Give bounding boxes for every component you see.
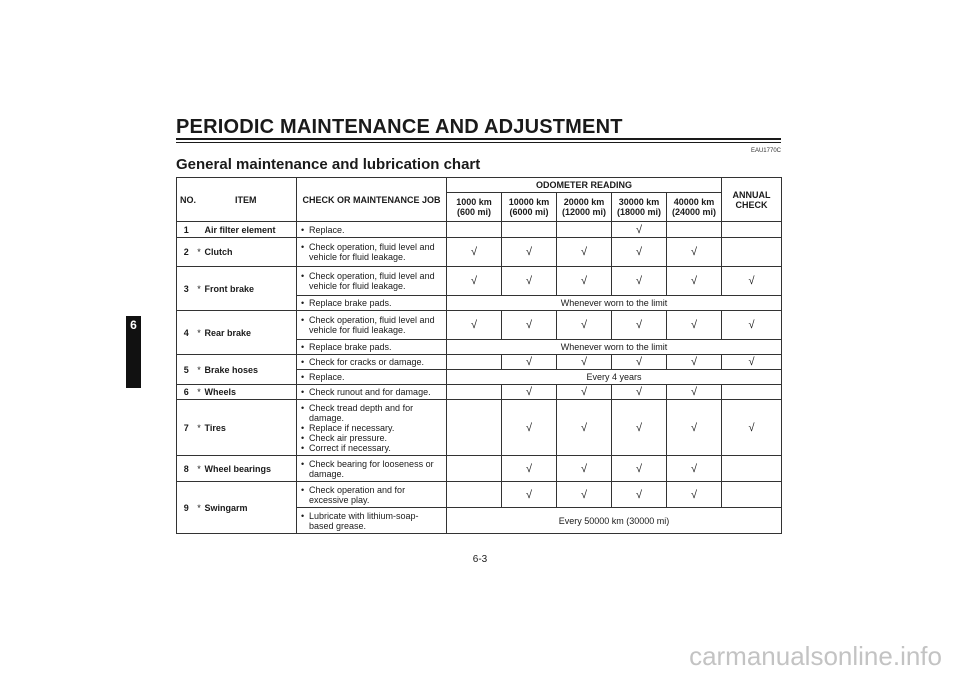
header-rule-thin (176, 142, 781, 143)
odometer-check-cell: √ (667, 456, 722, 482)
table-row (177, 222, 782, 238)
table-row (177, 311, 782, 340)
header-job: CHECK OR MAINTENANCE JOB (297, 178, 447, 222)
header-no: NO. (177, 178, 196, 222)
odometer-check-cell: √ (667, 355, 722, 370)
odometer-check-cell: √ (557, 311, 612, 340)
chapter-tab-label: 6 (130, 318, 137, 332)
odometer-check-cell: √ (612, 456, 667, 482)
odometer-check-cell: √ (612, 400, 667, 456)
table-row (177, 238, 782, 267)
odometer-check-cell (447, 385, 502, 400)
odometer-check-cell: √ (612, 267, 667, 296)
odometer-check-cell (447, 400, 502, 456)
row-job (297, 385, 447, 400)
odometer-check-cell: √ (502, 238, 557, 267)
table-row (177, 385, 782, 400)
row-number: 7 (177, 400, 196, 456)
row-job (297, 400, 447, 456)
odometer-col-3 (557, 193, 612, 222)
annual-check-cell (722, 385, 782, 400)
job-bullet: • Correct if necessary. (301, 443, 443, 453)
page-header-title: PERIODIC MAINTENANCE AND ADJUSTMENT (176, 116, 623, 138)
odometer-check-cell: √ (447, 267, 502, 296)
row-job (297, 456, 447, 482)
job-bullet: • Check operation and for excessive play. (301, 485, 443, 505)
job-bullet: • Replace. (301, 372, 443, 382)
table-row (177, 355, 782, 370)
odometer-check-cell: √ (667, 385, 722, 400)
odometer-check-cell (447, 355, 502, 370)
odometer-check-cell: √ (612, 238, 667, 267)
row-item: Brake hoses (203, 355, 297, 385)
annual-check-cell (722, 456, 782, 482)
annual-check-cell (722, 222, 782, 238)
document-code: EAU1770C (750, 148, 781, 154)
odometer-check-cell: √ (447, 238, 502, 267)
odometer-check-cell: √ (557, 238, 612, 267)
table-row (177, 267, 782, 296)
row-number: 1 (177, 222, 196, 238)
odometer-mi: (12000 mi) (561, 207, 607, 217)
odometer-check-cell (557, 222, 612, 238)
row-dealer-mark (196, 222, 203, 238)
row-item: Wheel bearings (203, 456, 297, 482)
row-dealer-mark: * (196, 385, 203, 400)
row-item: Swingarm (203, 482, 297, 534)
table-row (177, 456, 782, 482)
job-bullet: • Check operation, fluid level and vehicle for fluid leakage. (301, 242, 443, 262)
odometer-col-4 (612, 193, 667, 222)
row-job (297, 267, 447, 296)
row-item: Air filter element (203, 222, 297, 238)
job-bullet: • Check runout and for damage. (301, 387, 443, 397)
job-bullet: • Check bearing for looseness or damage. (301, 459, 443, 479)
row-job (297, 296, 447, 311)
header-rule-thick (176, 138, 781, 140)
job-bullet: • Replace brake pads. (301, 342, 443, 352)
odometer-col-1 (447, 193, 502, 222)
section-title: General maintenance and lubrication chart (176, 156, 481, 173)
row-job (297, 370, 447, 385)
row-number: 8 (177, 456, 196, 482)
odometer-check-cell: √ (447, 311, 502, 340)
job-bullet: • Check air pressure. (301, 433, 443, 443)
chapter-tab (126, 316, 141, 388)
odometer-check-cell (447, 482, 502, 508)
annual-check-cell: √ (722, 267, 782, 296)
odometer-check-cell (667, 222, 722, 238)
row-dealer-mark: * (196, 355, 203, 385)
row-dealer-mark: * (196, 482, 203, 534)
row-item: Tires (203, 400, 297, 456)
odometer-check-cell: √ (557, 355, 612, 370)
odometer-check-cell: √ (667, 267, 722, 296)
odometer-km: 10000 km (508, 197, 550, 207)
job-bullet: • Check operation, fluid level and vehicle for fluid leakage. (301, 315, 443, 335)
job-bullet: • Lubricate with lithium-soap-based grease. (301, 511, 443, 531)
odometer-check-cell: √ (612, 482, 667, 508)
row-number: 5 (177, 355, 196, 385)
job-bullet: • Check for cracks or damage. (301, 357, 443, 367)
odometer-check-cell: √ (502, 482, 557, 508)
odometer-check-cell (502, 222, 557, 238)
odometer-col-2 (502, 193, 557, 222)
odometer-mi: (24000 mi) (672, 207, 717, 217)
annual-check-cell (722, 482, 782, 508)
annual-check-cell: √ (722, 355, 782, 370)
odometer-check-cell: √ (612, 311, 667, 340)
odometer-check-cell: √ (557, 456, 612, 482)
odometer-check-cell: √ (502, 267, 557, 296)
row-item: Front brake (203, 267, 297, 311)
row-item: Clutch (203, 238, 297, 267)
odometer-km: 40000 km (673, 197, 715, 207)
interval-note: Every 4 years (447, 370, 782, 385)
odometer-check-cell (447, 456, 502, 482)
interval-note: Whenever worn to the limit (447, 296, 782, 311)
watermark: carmanualsonline.info (689, 641, 942, 671)
odometer-mi: (18000 mi) (616, 207, 662, 217)
row-job (297, 482, 447, 508)
odometer-check-cell: √ (667, 238, 722, 267)
header-annual: ANNUAL CHECK (722, 178, 782, 222)
row-item: Rear brake (203, 311, 297, 355)
interval-note: Whenever worn to the limit (447, 340, 782, 355)
odometer-km: 1000 km (456, 197, 492, 207)
odometer-check-cell: √ (502, 400, 557, 456)
header-odometer: ODOMETER READING (447, 178, 722, 193)
odometer-mi: (600 mi) (456, 207, 491, 217)
row-dealer-mark: * (196, 238, 203, 267)
row-dealer-mark: * (196, 400, 203, 456)
odometer-km: 30000 km (618, 197, 660, 207)
odometer-km: 20000 km (563, 197, 605, 207)
table-row (177, 482, 782, 508)
odometer-check-cell: √ (502, 456, 557, 482)
odometer-check-cell: √ (612, 355, 667, 370)
row-number: 4 (177, 311, 196, 355)
odometer-check-cell: √ (557, 267, 612, 296)
row-number: 3 (177, 267, 196, 311)
interval-note: Every 50000 km (30000 mi) (447, 508, 782, 534)
row-dealer-mark: * (196, 311, 203, 355)
odometer-check-cell: √ (502, 311, 557, 340)
row-job (297, 508, 447, 534)
job-bullet: • Check operation, fluid level and vehicle for fluid leakage. (301, 271, 443, 291)
row-item: Wheels (203, 385, 297, 400)
row-dealer-mark: * (196, 267, 203, 311)
page-number: 6-3 (472, 554, 488, 565)
odometer-check-cell: √ (557, 482, 612, 508)
row-job (297, 222, 447, 238)
maintenance-chart-table (176, 177, 782, 534)
odometer-check-cell (447, 222, 502, 238)
row-job (297, 340, 447, 355)
row-job (297, 355, 447, 370)
row-number: 9 (177, 482, 196, 534)
odometer-col-5 (667, 193, 722, 222)
odometer-check-cell: √ (502, 385, 557, 400)
job-bullet: • Replace. (301, 225, 443, 235)
job-bullet: • Replace brake pads. (301, 298, 443, 308)
annual-check-cell: √ (722, 311, 782, 340)
row-dealer-mark: * (196, 456, 203, 482)
odometer-check-cell: √ (612, 222, 667, 238)
odometer-check-cell: √ (502, 355, 557, 370)
row-job (297, 238, 447, 267)
odometer-mi: (6000 mi) (509, 207, 549, 217)
job-bullet: • Check tread depth and for damage. (301, 403, 443, 423)
row-number: 6 (177, 385, 196, 400)
odometer-check-cell: √ (667, 400, 722, 456)
odometer-check-cell: √ (667, 482, 722, 508)
job-bullet: • Replace if necessary. (301, 423, 443, 433)
odometer-check-cell: √ (557, 400, 612, 456)
odometer-check-cell: √ (612, 385, 667, 400)
odometer-check-cell: √ (557, 385, 612, 400)
table-row (177, 400, 782, 456)
row-job (297, 311, 447, 340)
row-number: 2 (177, 238, 196, 267)
header-item: ITEM (196, 178, 297, 222)
annual-check-cell: √ (722, 400, 782, 456)
annual-check-cell (722, 238, 782, 267)
odometer-check-cell: √ (667, 311, 722, 340)
